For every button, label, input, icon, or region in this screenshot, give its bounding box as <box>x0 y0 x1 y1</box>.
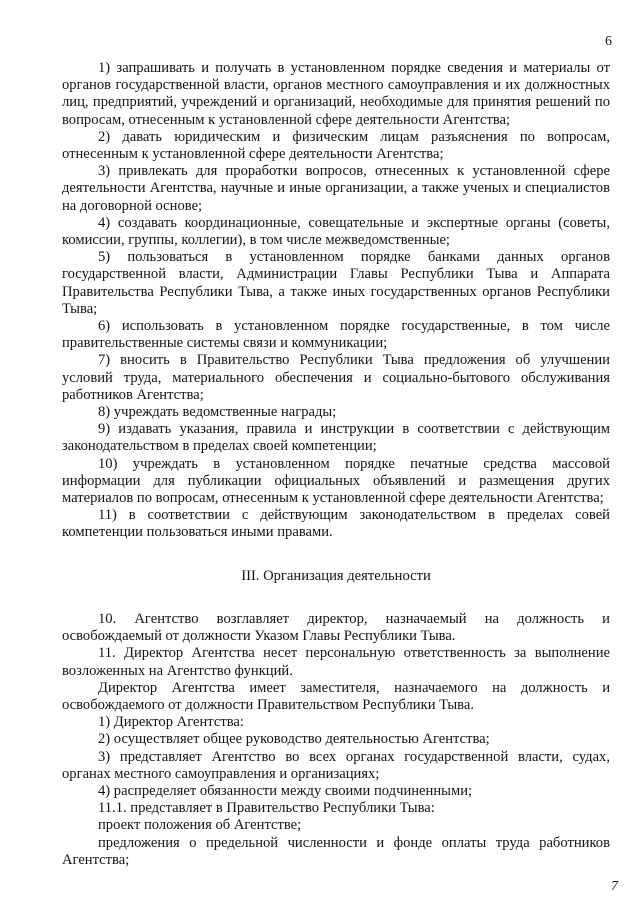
paragraph: 1) запрашивать и получать в установленном порядке сведения и материалы от органов государственной власти, органов местного самоуправления и их должностных лиц, предприятий, учреждений и организаций, необходимые для принятия решений по вопросам, отнесенным к установленной сфере деятельности Агентства; <box>62 60 610 128</box>
paragraph: 10) учреждать в установленном порядке печатные средства массовой информации для публикации официальных объявлений и размещения других материалов по вопросам, отнесенным к установленной сфере деятельности Агентства; <box>62 455 610 507</box>
paragraph: проект положения об Агентстве; <box>98 817 302 834</box>
paragraph: 5) пользоваться в установленном порядке банками данных органов государственной власти, Администрации Главы Республики Тыва и Аппарата Правительства Республики Тыва, а также иных государственных органов Республики Тыва; <box>62 249 610 317</box>
paragraph: 7) вносить в Правительство Республики Тыва предложения об улучшении условий труда, материального обеспечения и социально-бытового обслуживания работников Агентства; <box>62 352 610 403</box>
corner-mark: 7 <box>611 879 618 894</box>
paragraph: 6) использовать в установленном порядке государственные, в том числе правительственные системы связи и коммуникации; <box>62 318 610 352</box>
paragraph: 2) осуществляет общее руководство деятельностью Агентства; <box>98 731 490 748</box>
document-body <box>62 60 610 869</box>
page-number: 6 <box>605 34 612 49</box>
paragraph: 11) в соответствии с действующим законодательством в пределах совей компетенции пользоваться иными правами. <box>62 507 610 541</box>
paragraph: 3) привлекать для проработки вопросов, отнесенных к установленной сфере деятельности Агентства, научные и иные организации, а также ученых и специалистов на договорной основе; <box>62 163 610 214</box>
paragraph: 2) давать юридическим и физическим лицам разъяснения по вопросам, отнесенным к установленной сфере деятельности Агентства; <box>62 128 610 163</box>
section-heading: III. Организация деятельности <box>241 567 431 584</box>
paragraph: 1) Директор Агентства: <box>98 714 244 731</box>
paragraph: предложения о предельной численности и фонде оплаты труда работников Агентства; <box>62 834 610 868</box>
paragraph: 9) издавать указания, правила и инструкции в соответствии с действующим законодательством в пределах своей компетенции; <box>62 421 610 455</box>
paragraph: Директор Агентства имеет заместителя, назначаемого на должность и освобождаемого от должности Правительством Республики Тыва. <box>62 679 610 713</box>
paragraph: 8) учреждать ведомственные награды; <box>98 404 337 421</box>
paragraph: 3) представляет Агентство во всех органах государственной власти, судах, органах местного самоуправления и организациях; <box>62 748 610 782</box>
paragraph: 10. Агентство возглавляет директор, назначаемый на должность и освобождаемый от должности Указом Главы Республики Тыва. <box>62 610 610 645</box>
paragraph: 4) распределяет обязанности между своими подчиненными; <box>98 782 473 799</box>
paragraph: 11. Директор Агентства несет персональную ответственность за выполнение возложенных на Агентство функций. <box>62 645 610 679</box>
paragraph: 11.1. представляет в Правительство Республики Тыва: <box>98 800 435 817</box>
paragraph: 4) создавать координационные, совещательные и экспертные органы (советы, комиссии, группы, коллегии), в том числе межведомственные; <box>62 214 610 249</box>
